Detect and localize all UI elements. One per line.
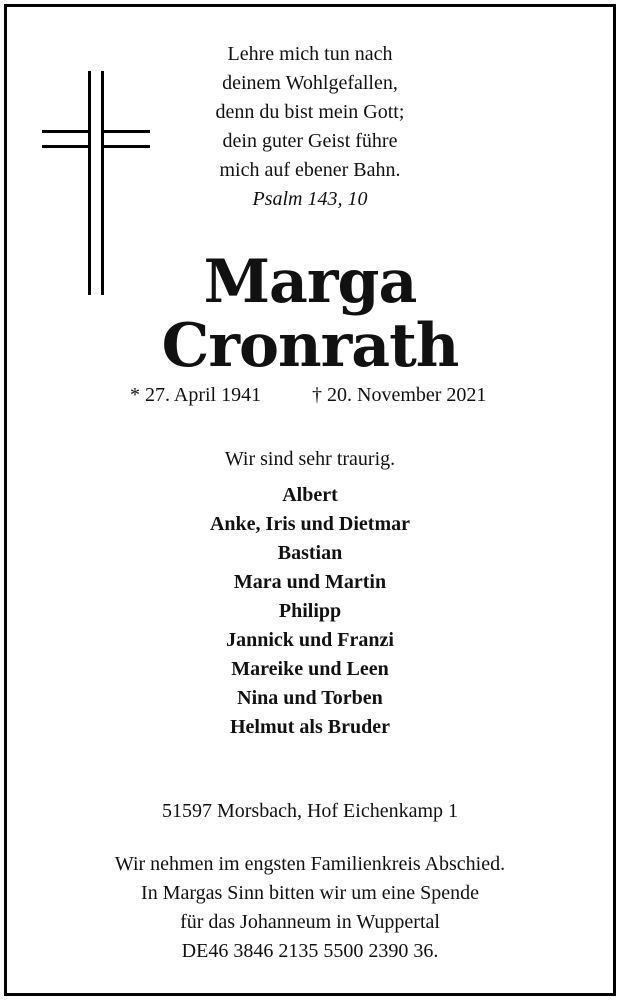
mourner-name: Nina und Torben bbox=[237, 687, 383, 709]
mourner-name: Jannick und Franzi bbox=[226, 629, 394, 651]
notice-line: für das Johanneum in Wuppertal bbox=[180, 911, 440, 933]
verse-line: Lehre mich tun nach bbox=[227, 43, 393, 65]
mourner-name: Bastian bbox=[277, 542, 343, 564]
mourning-statement: Wir sind sehr traurig. bbox=[224, 448, 396, 470]
mourner-name: Helmut als Bruder bbox=[230, 716, 390, 738]
mourner-name: Philipp bbox=[278, 600, 342, 622]
deceased-last-name: Cronrath bbox=[161, 311, 459, 381]
mourners-list bbox=[0, 481, 620, 742]
mourner-name: Mara und Martin bbox=[233, 571, 387, 593]
family-address: 51597 Morsbach, Hof Eichenkamp 1 bbox=[161, 800, 459, 822]
notice-line: In Margas Sinn bitten wir um eine Spende bbox=[141, 882, 479, 904]
notice-line: Wir nehmen im engsten Familienkreis Abschied. bbox=[114, 853, 506, 875]
donation-iban: DE46 3846 2135 5500 2390 36. bbox=[181, 940, 439, 962]
mourner-name: Albert bbox=[282, 484, 338, 506]
farewell-notice bbox=[0, 850, 620, 966]
mourner-name: Anke, Iris und Dietmar bbox=[209, 513, 410, 535]
death-date: † 20. November 2021 bbox=[312, 384, 487, 406]
verse-line: deinem Wohlgefallen, bbox=[222, 72, 398, 94]
verse-reference: Psalm 143, 10 bbox=[252, 188, 368, 210]
deceased-first-name: Marga bbox=[203, 247, 417, 317]
mourner-name: Mareike und Leen bbox=[231, 658, 389, 680]
birth-date: * 27. April 1941 bbox=[130, 384, 262, 406]
verse-line: mich auf ebener Bahn. bbox=[219, 159, 401, 181]
verse-line: dein guter Geist führe bbox=[222, 130, 398, 152]
verse-line: denn du bist mein Gott; bbox=[215, 101, 405, 123]
